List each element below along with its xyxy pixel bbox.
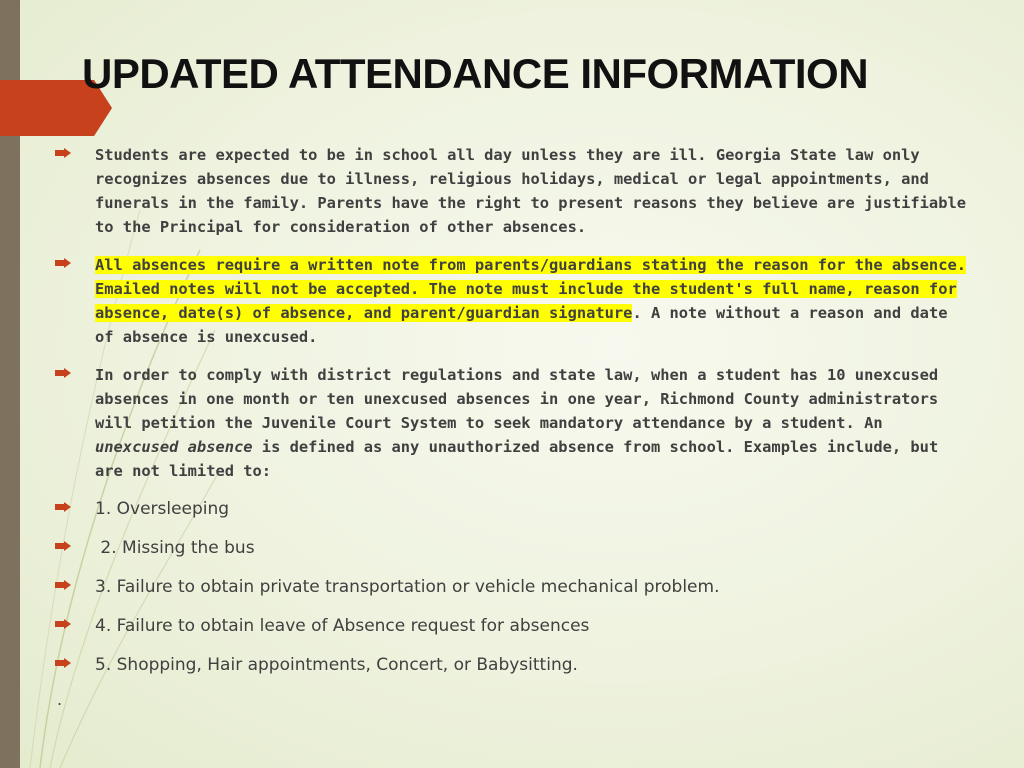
paragraph-written-note — [95, 253, 975, 349]
arrow-bullet-icon — [55, 658, 71, 668]
list-item — [55, 536, 975, 560]
trailing-mark: . — [57, 690, 63, 709]
court-text-after: is defined as any unauthorized absence from school. Examples include, but are not limited to: — [95, 438, 939, 480]
page-title: UPDATED ATTENDANCE INFORMATION — [82, 50, 869, 97]
list-item — [55, 253, 975, 349]
list-item — [55, 575, 975, 599]
list-item — [55, 143, 975, 239]
arrow-bullet-icon — [55, 502, 71, 512]
arrow-bullet-icon — [55, 619, 71, 629]
arrow-bullet-icon — [55, 368, 71, 378]
example-item: 1. Oversleeping — [95, 499, 230, 519]
list-item — [55, 653, 975, 677]
arrow-bullet-icon — [55, 541, 71, 551]
list-item — [55, 363, 975, 483]
note-unexcused-text: . A note without a reason and date of absence is unexcused. — [95, 304, 948, 346]
list-item — [55, 497, 975, 521]
arrow-bullet-icon — [55, 148, 71, 158]
paragraph-court-petition — [95, 363, 975, 483]
list-item — [55, 614, 975, 638]
court-text-before: In order to comply with district regulations and state law, when a student has 10 unexcused absences in one month or ten unexcused absences in one year, Richmond County administrators will petition the Juvenile Court System to seek mandatory attendance by a student. An — [95, 366, 939, 432]
arrow-bullet-icon — [55, 258, 71, 268]
highlighted-text: All absences require a written note from parents/guardians stating the reason for the absence. Emailed notes will not be accepted. The note must include the student's full name, reason for absence, date(s) of absence, and parent/guardian signature — [95, 256, 966, 322]
unexcused-absence-term: unexcused absence — [95, 438, 253, 456]
example-item: 2. Missing the bus — [95, 538, 255, 558]
paragraph-absence-policy: Students are expected to be in school all day unless they are ill. Georgia State law only recognizes absences due to illness, religious holidays, medical or legal appointments, and funerals in the family. Parents have the right to present reasons they believe are justifiable to the Principal for consideration of other absences. — [95, 146, 966, 236]
example-item: 3. Failure to obtain private transportation or vehicle mechanical problem. — [95, 577, 720, 597]
example-item: 4. Failure to obtain leave of Absence request for absences — [95, 616, 590, 636]
arrow-bullet-icon — [55, 580, 71, 590]
example-item: 5. Shopping, Hair appointments, Concert, or Babysitting. — [95, 655, 578, 675]
bullet-list — [55, 143, 975, 692]
